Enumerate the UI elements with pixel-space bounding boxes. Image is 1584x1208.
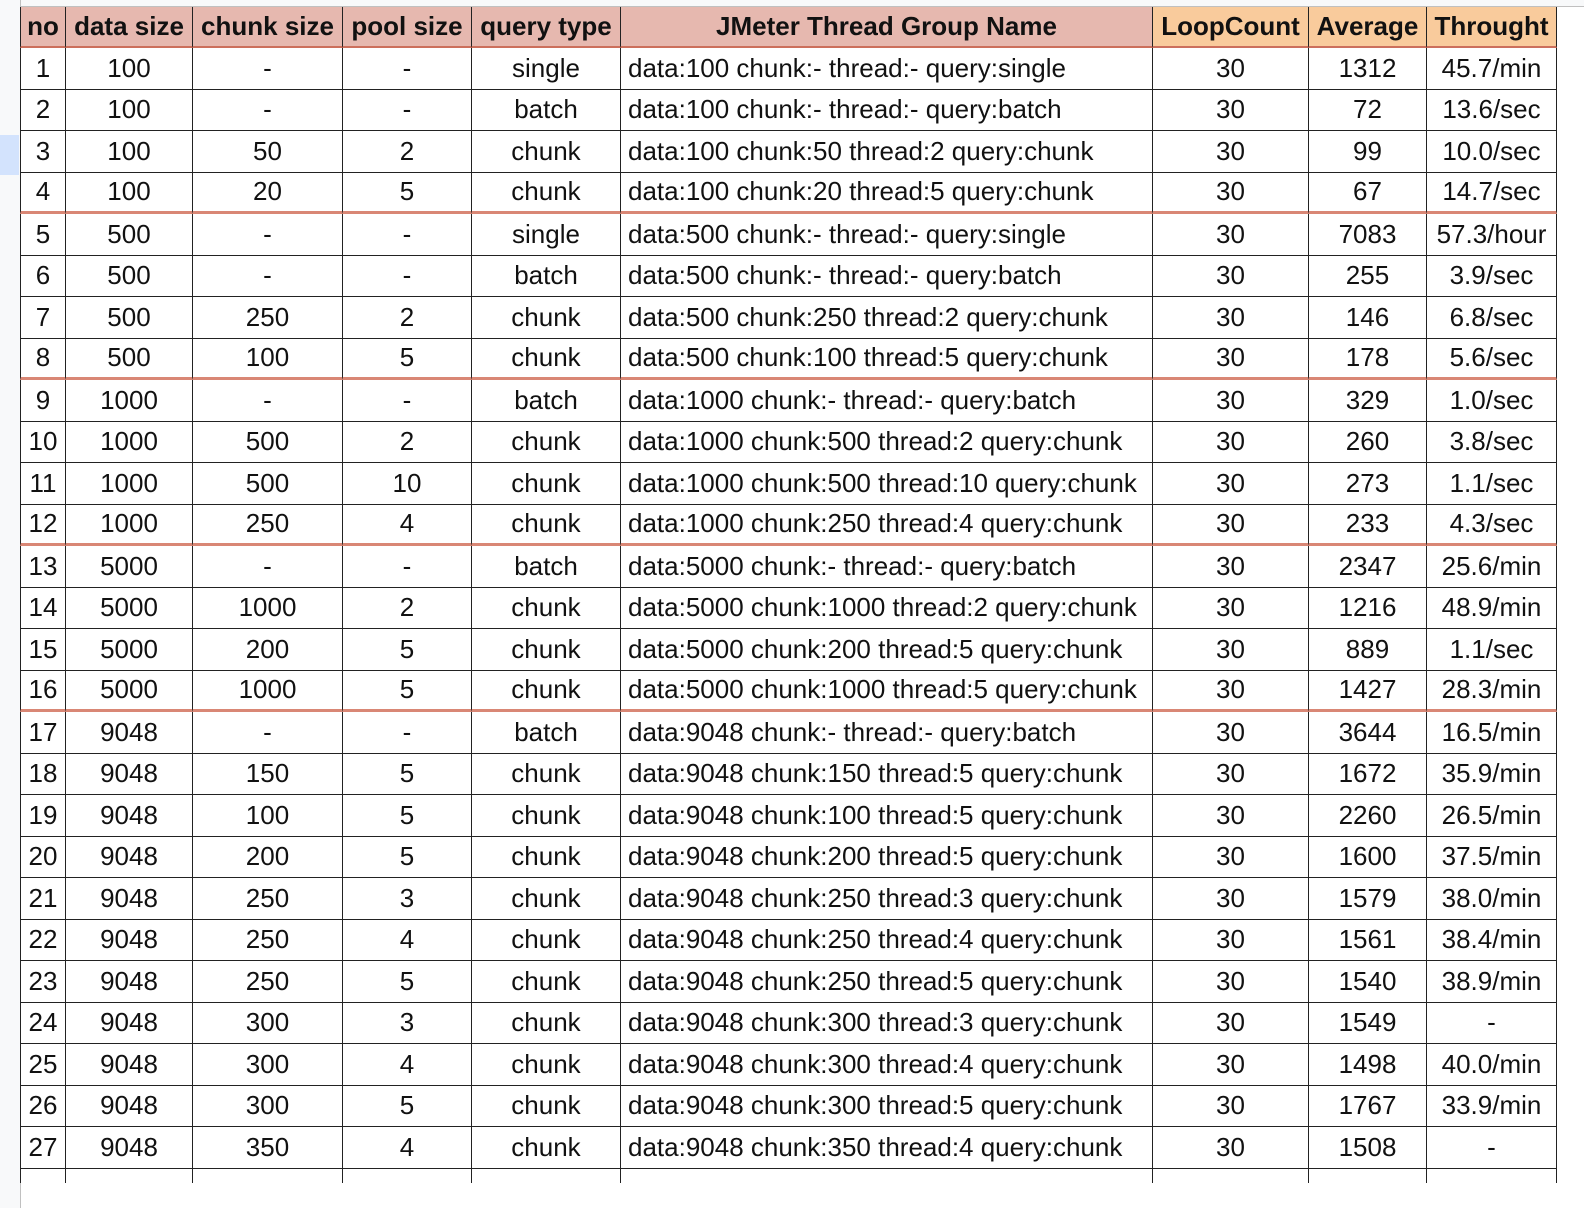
cell-thread-group-name[interactable]: data:9048 chunk:250 thread:5 query:chunk: [621, 961, 1153, 1003]
table-row: [20, 505, 1557, 547]
table-row: [20, 463, 1557, 505]
table-row: [20, 546, 1557, 588]
cell-query-type[interactable]: chunk: [472, 1127, 621, 1169]
cell-pool-size[interactable]: 5: [343, 961, 472, 1003]
header-average[interactable]: Average: [1309, 7, 1427, 48]
cell-data-size[interactable]: 9048: [66, 754, 193, 796]
cell-thread-group-name[interactable]: data:500 chunk:- thread:- query:batch: [621, 256, 1153, 298]
cell-loop-count[interactable]: 30: [1153, 256, 1309, 298]
cell-loop-count[interactable]: 30: [1153, 214, 1309, 256]
cell-chunk-size[interactable]: 150: [193, 754, 343, 796]
cell-pool-size[interactable]: 5: [343, 837, 472, 879]
cell-average[interactable]: 1672: [1309, 754, 1427, 796]
cell-no[interactable]: 27: [20, 1127, 66, 1169]
cell-query-type[interactable]: chunk: [472, 131, 621, 173]
cell-loop-count[interactable]: 30: [1153, 131, 1309, 173]
cell-chunk-size[interactable]: 50: [193, 131, 343, 173]
cell-pool-size[interactable]: 2: [343, 131, 472, 173]
cell-query-type[interactable]: chunk: [472, 339, 621, 381]
cell-chunk-size[interactable]: -: [193, 90, 343, 132]
cell-loop-count[interactable]: 30: [1153, 297, 1309, 339]
cell-query-type[interactable]: chunk: [472, 795, 621, 837]
cell-throughput[interactable]: 37.5/min: [1427, 837, 1557, 879]
cell-query-type[interactable]: chunk: [472, 1086, 621, 1128]
cell-loop-count[interactable]: 30: [1153, 463, 1309, 505]
cell-loop-count[interactable]: 30: [1153, 671, 1309, 713]
table-row: [20, 48, 1557, 90]
header-chunk-size[interactable]: chunk size: [193, 7, 343, 48]
table-row: [20, 297, 1557, 339]
cell-no[interactable]: 7: [20, 297, 66, 339]
cell-thread-group-name[interactable]: data:9048 chunk:300 thread:3 query:chunk: [621, 1003, 1153, 1045]
cell-average[interactable]: 273: [1309, 463, 1427, 505]
table-row: [20, 131, 1557, 173]
cell-thread-group-name[interactable]: data:9048 chunk:250 thread:4 query:chunk: [621, 920, 1153, 962]
cell-pool-size[interactable]: 2: [343, 297, 472, 339]
cell-no[interactable]: 2: [20, 90, 66, 132]
table-row: [20, 173, 1557, 215]
cell-throughput[interactable]: 1.0/sec: [1427, 380, 1557, 422]
cell-clipped: [472, 1169, 621, 1183]
cell-no[interactable]: 5: [20, 214, 66, 256]
cell-no[interactable]: 3: [20, 131, 66, 173]
table-row: [20, 671, 1557, 713]
cell-thread-group-name[interactable]: data:1000 chunk:500 thread:10 query:chunk: [621, 463, 1153, 505]
table-row: [20, 712, 1557, 754]
cell-pool-size[interactable]: 5: [343, 671, 472, 713]
cell-query-type[interactable]: chunk: [472, 961, 621, 1003]
cell-clipped: [1153, 1169, 1309, 1183]
cell-pool-size[interactable]: 3: [343, 878, 472, 920]
cell-average[interactable]: 1549: [1309, 1003, 1427, 1045]
cell-data-size[interactable]: 9048: [66, 920, 193, 962]
cell-no[interactable]: 12: [20, 505, 66, 547]
cell-pool-size[interactable]: 4: [343, 1044, 472, 1086]
cell-throughput[interactable]: 10.0/sec: [1427, 131, 1557, 173]
cell-chunk-size[interactable]: 1000: [193, 671, 343, 713]
cell-throughput[interactable]: 5.6/sec: [1427, 339, 1557, 381]
cell-loop-count[interactable]: 30: [1153, 795, 1309, 837]
cell-pool-size[interactable]: 5: [343, 1086, 472, 1128]
cell-query-type[interactable]: chunk: [472, 297, 621, 339]
cell-average[interactable]: 1767: [1309, 1086, 1427, 1128]
table-row: [20, 629, 1557, 671]
cell-pool-size[interactable]: -: [343, 48, 472, 90]
cell-no[interactable]: 15: [20, 629, 66, 671]
cell-chunk-size[interactable]: 250: [193, 961, 343, 1003]
cell-thread-group-name[interactable]: data:9048 chunk:300 thread:4 query:chunk: [621, 1044, 1153, 1086]
cell-thread-group-name[interactable]: data:9048 chunk:250 thread:3 query:chunk: [621, 878, 1153, 920]
cell-pool-size[interactable]: 5: [343, 339, 472, 381]
cell-data-size[interactable]: 100: [66, 131, 193, 173]
cell-average[interactable]: 1579: [1309, 878, 1427, 920]
cell-query-type[interactable]: batch: [472, 380, 621, 422]
cell-data-size[interactable]: 500: [66, 339, 193, 381]
table-row: [20, 214, 1557, 256]
cell-pool-size[interactable]: 5: [343, 173, 472, 215]
cell-throughput[interactable]: 14.7/sec: [1427, 173, 1557, 215]
header-pool-size[interactable]: pool size: [343, 7, 472, 48]
cell-loop-count[interactable]: 30: [1153, 505, 1309, 547]
table-row: [20, 754, 1557, 796]
cell-chunk-size[interactable]: 200: [193, 837, 343, 879]
cell-data-size[interactable]: 9048: [66, 712, 193, 754]
cell-average[interactable]: 146: [1309, 297, 1427, 339]
cell-chunk-size[interactable]: 300: [193, 1086, 343, 1128]
cell-throughput[interactable]: 35.9/min: [1427, 754, 1557, 796]
cell-query-type[interactable]: chunk: [472, 463, 621, 505]
cell-data-size[interactable]: 100: [66, 173, 193, 215]
cell-thread-group-name[interactable]: data:1000 chunk:500 thread:2 query:chunk: [621, 422, 1153, 464]
cell-chunk-size[interactable]: 300: [193, 1003, 343, 1045]
cell-throughput[interactable]: 33.9/min: [1427, 1086, 1557, 1128]
cell-thread-group-name[interactable]: data:100 chunk:50 thread:2 query:chunk: [621, 131, 1153, 173]
cell-loop-count[interactable]: 30: [1153, 1044, 1309, 1086]
cell-pool-size[interactable]: 5: [343, 795, 472, 837]
cell-data-size[interactable]: 100: [66, 48, 193, 90]
cell-pool-size[interactable]: -: [343, 256, 472, 298]
cell-average[interactable]: 329: [1309, 380, 1427, 422]
cell-loop-count[interactable]: 30: [1153, 712, 1309, 754]
cell-loop-count[interactable]: 30: [1153, 339, 1309, 381]
cell-data-size[interactable]: 1000: [66, 422, 193, 464]
cell-average[interactable]: 2260: [1309, 795, 1427, 837]
cell-pool-size[interactable]: 4: [343, 1127, 472, 1169]
cell-throughput[interactable]: 38.0/min: [1427, 878, 1557, 920]
cell-no[interactable]: 8: [20, 339, 66, 381]
cell-chunk-size[interactable]: 500: [193, 463, 343, 505]
cell-no[interactable]: 6: [20, 256, 66, 298]
table-row: [20, 920, 1557, 962]
cell-throughput[interactable]: 38.4/min: [1427, 920, 1557, 962]
table-row: [20, 588, 1557, 630]
cell-query-type[interactable]: batch: [472, 90, 621, 132]
cell-no[interactable]: 20: [20, 837, 66, 879]
cell-no[interactable]: 4: [20, 173, 66, 215]
cell-loop-count[interactable]: 30: [1153, 90, 1309, 132]
cell-chunk-size[interactable]: 100: [193, 339, 343, 381]
cell-data-size[interactable]: 9048: [66, 837, 193, 879]
header-no[interactable]: no: [20, 7, 66, 48]
cell-clipped: [1427, 1169, 1557, 1183]
cell-query-type[interactable]: chunk: [472, 671, 621, 713]
cell-average[interactable]: 1508: [1309, 1127, 1427, 1169]
cell-clipped: [193, 1169, 343, 1183]
cell-pool-size[interactable]: 4: [343, 920, 472, 962]
cell-data-size[interactable]: 500: [66, 297, 193, 339]
cell-no[interactable]: 1: [20, 48, 66, 90]
cell-average[interactable]: 233: [1309, 505, 1427, 547]
table-row: [20, 1127, 1557, 1169]
cell-query-type[interactable]: batch: [472, 712, 621, 754]
table-row: [20, 1086, 1557, 1128]
cell-no[interactable]: 24: [20, 1003, 66, 1045]
cell-throughput[interactable]: 16.5/min: [1427, 712, 1557, 754]
cell-throughput[interactable]: 28.3/min: [1427, 671, 1557, 713]
cell-average[interactable]: 67: [1309, 173, 1427, 215]
cell-data-size[interactable]: 5000: [66, 588, 193, 630]
header-row: [20, 7, 1557, 48]
table-row: [20, 256, 1557, 298]
cell-average[interactable]: 3644: [1309, 712, 1427, 754]
cell-chunk-size[interactable]: -: [193, 546, 343, 588]
cell-no[interactable]: 9: [20, 380, 66, 422]
cell-thread-group-name[interactable]: data:9048 chunk:150 thread:5 query:chunk: [621, 754, 1153, 796]
cell-throughput[interactable]: 25.6/min: [1427, 546, 1557, 588]
cell-loop-count[interactable]: 30: [1153, 1086, 1309, 1128]
cell-query-type[interactable]: single: [472, 214, 621, 256]
cell-pool-size[interactable]: -: [343, 546, 472, 588]
cell-average[interactable]: 1312: [1309, 48, 1427, 90]
cell-chunk-size[interactable]: -: [193, 48, 343, 90]
cell-no[interactable]: 22: [20, 920, 66, 962]
cell-throughput[interactable]: 40.0/min: [1427, 1044, 1557, 1086]
cell-throughput[interactable]: 3.9/sec: [1427, 256, 1557, 298]
cell-query-type[interactable]: batch: [472, 256, 621, 298]
table-row: [20, 422, 1557, 464]
cell-pool-size[interactable]: 2: [343, 588, 472, 630]
cell-clipped: [66, 1169, 193, 1183]
cell-average[interactable]: 1540: [1309, 961, 1427, 1003]
cell-average[interactable]: 72: [1309, 90, 1427, 132]
cell-no[interactable]: 25: [20, 1044, 66, 1086]
table-row: [20, 1003, 1557, 1045]
cell-clipped: [20, 1169, 66, 1183]
table-row: [20, 1044, 1557, 1086]
cell-query-type[interactable]: chunk: [472, 920, 621, 962]
cell-throughput[interactable]: 3.8/sec: [1427, 422, 1557, 464]
cell-throughput[interactable]: -: [1427, 1003, 1557, 1045]
cell-no[interactable]: 21: [20, 878, 66, 920]
cell-chunk-size[interactable]: -: [193, 712, 343, 754]
cell-chunk-size[interactable]: 250: [193, 878, 343, 920]
cell-data-size[interactable]: 500: [66, 256, 193, 298]
cell-loop-count[interactable]: 30: [1153, 961, 1309, 1003]
cell-no[interactable]: 13: [20, 546, 66, 588]
cell-thread-group-name[interactable]: data:100 chunk:20 thread:5 query:chunk: [621, 173, 1153, 215]
cell-data-size[interactable]: 9048: [66, 795, 193, 837]
cell-average[interactable]: 178: [1309, 339, 1427, 381]
cell-data-size[interactable]: 9048: [66, 1086, 193, 1128]
cell-data-size[interactable]: 9048: [66, 1044, 193, 1086]
table-row-clipped: [20, 1169, 1557, 1183]
cell-data-size[interactable]: 1000: [66, 505, 193, 547]
cell-thread-group-name[interactable]: data:9048 chunk:300 thread:5 query:chunk: [621, 1086, 1153, 1128]
table-row: [20, 380, 1557, 422]
cell-thread-group-name[interactable]: data:500 chunk:100 thread:5 query:chunk: [621, 339, 1153, 381]
cell-average[interactable]: 1216: [1309, 588, 1427, 630]
cell-query-type[interactable]: chunk: [472, 837, 621, 879]
cell-chunk-size[interactable]: 100: [193, 795, 343, 837]
cell-chunk-size[interactable]: 1000: [193, 588, 343, 630]
cell-loop-count[interactable]: 30: [1153, 422, 1309, 464]
cell-average[interactable]: 889: [1309, 629, 1427, 671]
cell-thread-group-name[interactable]: data:5000 chunk:1000 thread:2 query:chunk: [621, 588, 1153, 630]
cell-average[interactable]: 1498: [1309, 1044, 1427, 1086]
cell-clipped: [1309, 1169, 1427, 1183]
cell-thread-group-name[interactable]: data:5000 chunk:200 thread:5 query:chunk: [621, 629, 1153, 671]
cell-loop-count[interactable]: 30: [1153, 754, 1309, 796]
cell-query-type[interactable]: chunk: [472, 505, 621, 547]
cell-pool-size[interactable]: -: [343, 214, 472, 256]
row-number-gutter: [0, 0, 21, 1208]
cell-query-type[interactable]: chunk: [472, 878, 621, 920]
cell-average[interactable]: 7083: [1309, 214, 1427, 256]
cell-throughput[interactable]: -: [1427, 1127, 1557, 1169]
cell-throughput[interactable]: 45.7/min: [1427, 48, 1557, 90]
header-thread-group-name[interactable]: JMeter Thread Group Name: [621, 7, 1153, 48]
cell-loop-count[interactable]: 30: [1153, 380, 1309, 422]
header-loop-count[interactable]: LoopCount: [1153, 7, 1309, 48]
cell-thread-group-name[interactable]: data:500 chunk:250 thread:2 query:chunk: [621, 297, 1153, 339]
cell-chunk-size[interactable]: 200: [193, 629, 343, 671]
cell-data-size[interactable]: 1000: [66, 463, 193, 505]
cell-loop-count[interactable]: 30: [1153, 1003, 1309, 1045]
cell-thread-group-name[interactable]: data:9048 chunk:- thread:- query:batch: [621, 712, 1153, 754]
cell-thread-group-name[interactable]: data:5000 chunk:- thread:- query:batch: [621, 546, 1153, 588]
cell-pool-size[interactable]: 2: [343, 422, 472, 464]
cell-thread-group-name[interactable]: data:5000 chunk:1000 thread:5 query:chunk: [621, 671, 1153, 713]
cell-data-size[interactable]: 5000: [66, 629, 193, 671]
cell-pool-size[interactable]: 10: [343, 463, 472, 505]
cell-pool-size[interactable]: -: [343, 380, 472, 422]
cell-throughput[interactable]: 38.9/min: [1427, 961, 1557, 1003]
cell-query-type[interactable]: single: [472, 48, 621, 90]
cell-chunk-size[interactable]: 250: [193, 505, 343, 547]
cell-throughput[interactable]: 1.1/sec: [1427, 629, 1557, 671]
header-data-size[interactable]: data size: [66, 7, 193, 48]
cell-thread-group-name[interactable]: data:1000 chunk:- thread:- query:batch: [621, 380, 1153, 422]
selected-row-marker: [0, 135, 19, 175]
cell-average[interactable]: 1600: [1309, 837, 1427, 879]
cell-pool-size[interactable]: -: [343, 90, 472, 132]
cell-chunk-size[interactable]: 20: [193, 173, 343, 215]
cell-data-size[interactable]: 1000: [66, 380, 193, 422]
cell-pool-size[interactable]: 5: [343, 754, 472, 796]
cell-loop-count[interactable]: 30: [1153, 878, 1309, 920]
cell-throughput[interactable]: 4.3/sec: [1427, 505, 1557, 547]
cell-no[interactable]: 26: [20, 1086, 66, 1128]
cell-average[interactable]: 1561: [1309, 920, 1427, 962]
cell-data-size[interactable]: 9048: [66, 878, 193, 920]
cell-average[interactable]: 260: [1309, 422, 1427, 464]
cell-loop-count[interactable]: 30: [1153, 920, 1309, 962]
cell-clipped: [343, 1169, 472, 1183]
cell-chunk-size[interactable]: 250: [193, 920, 343, 962]
cell-no[interactable]: 18: [20, 754, 66, 796]
cell-pool-size[interactable]: 4: [343, 505, 472, 547]
cell-no[interactable]: 19: [20, 795, 66, 837]
cell-chunk-size[interactable]: -: [193, 380, 343, 422]
cell-data-size[interactable]: 500: [66, 214, 193, 256]
cell-query-type[interactable]: chunk: [472, 588, 621, 630]
cell-throughput[interactable]: 6.8/sec: [1427, 297, 1557, 339]
cell-throughput[interactable]: 57.3/hour: [1427, 214, 1557, 256]
cell-thread-group-name[interactable]: data:9048 chunk:100 thread:5 query:chunk: [621, 795, 1153, 837]
table-row: [20, 837, 1557, 879]
cell-throughput[interactable]: 48.9/min: [1427, 588, 1557, 630]
header-throughput[interactable]: Throught: [1427, 7, 1557, 48]
cell-query-type[interactable]: chunk: [472, 1003, 621, 1045]
cell-thread-group-name[interactable]: data:9048 chunk:200 thread:5 query:chunk: [621, 837, 1153, 879]
cell-no[interactable]: 16: [20, 671, 66, 713]
cell-data-size[interactable]: 5000: [66, 671, 193, 713]
cell-query-type[interactable]: chunk: [472, 1044, 621, 1086]
table-row: [20, 878, 1557, 920]
cell-thread-group-name[interactable]: data:500 chunk:- thread:- query:single: [621, 214, 1153, 256]
cell-query-type[interactable]: chunk: [472, 754, 621, 796]
cell-pool-size[interactable]: -: [343, 712, 472, 754]
cell-no[interactable]: 23: [20, 961, 66, 1003]
cell-chunk-size[interactable]: 350: [193, 1127, 343, 1169]
table-row: [20, 339, 1557, 381]
cell-data-size[interactable]: 9048: [66, 961, 193, 1003]
cell-loop-count[interactable]: 30: [1153, 1127, 1309, 1169]
cell-pool-size[interactable]: 3: [343, 1003, 472, 1045]
cell-average[interactable]: 99: [1309, 131, 1427, 173]
cell-data-size[interactable]: 5000: [66, 546, 193, 588]
cell-loop-count[interactable]: 30: [1153, 546, 1309, 588]
cell-no[interactable]: 17: [20, 712, 66, 754]
cell-loop-count[interactable]: 30: [1153, 837, 1309, 879]
cell-thread-group-name[interactable]: data:9048 chunk:350 thread:4 query:chunk: [621, 1127, 1153, 1169]
cell-chunk-size[interactable]: 250: [193, 297, 343, 339]
cell-query-type[interactable]: chunk: [472, 173, 621, 215]
cell-query-type[interactable]: chunk: [472, 422, 621, 464]
cell-pool-size[interactable]: 5: [343, 629, 472, 671]
cell-data-size[interactable]: 9048: [66, 1127, 193, 1169]
cell-loop-count[interactable]: 30: [1153, 173, 1309, 215]
cell-data-size[interactable]: 100: [66, 90, 193, 132]
table-row: [20, 961, 1557, 1003]
cell-chunk-size[interactable]: -: [193, 214, 343, 256]
cell-no[interactable]: 14: [20, 588, 66, 630]
cell-throughput[interactable]: 1.1/sec: [1427, 463, 1557, 505]
cell-query-type[interactable]: batch: [472, 546, 621, 588]
cell-chunk-size[interactable]: 300: [193, 1044, 343, 1086]
cell-average[interactable]: 255: [1309, 256, 1427, 298]
cell-no[interactable]: 10: [20, 422, 66, 464]
cell-throughput[interactable]: 26.5/min: [1427, 795, 1557, 837]
cell-chunk-size[interactable]: 500: [193, 422, 343, 464]
table-row: [20, 795, 1557, 837]
cell-thread-group-name[interactable]: data:100 chunk:- thread:- query:single: [621, 48, 1153, 90]
cell-data-size[interactable]: 9048: [66, 1003, 193, 1045]
cell-loop-count[interactable]: 30: [1153, 588, 1309, 630]
cell-average[interactable]: 1427: [1309, 671, 1427, 713]
cell-chunk-size[interactable]: -: [193, 256, 343, 298]
cell-loop-count[interactable]: 30: [1153, 48, 1309, 90]
cell-throughput[interactable]: 13.6/sec: [1427, 90, 1557, 132]
cell-clipped: [621, 1169, 1153, 1183]
cell-average[interactable]: 2347: [1309, 546, 1427, 588]
column-header-strip: [0, 0, 1584, 7]
header-query-type[interactable]: query type: [472, 7, 621, 48]
table-row: [20, 90, 1557, 132]
cell-thread-group-name[interactable]: data:1000 chunk:250 thread:4 query:chunk: [621, 505, 1153, 547]
cell-no[interactable]: 11: [20, 463, 66, 505]
cell-loop-count[interactable]: 30: [1153, 629, 1309, 671]
cell-query-type[interactable]: chunk: [472, 629, 621, 671]
cell-thread-group-name[interactable]: data:100 chunk:- thread:- query:batch: [621, 90, 1153, 132]
